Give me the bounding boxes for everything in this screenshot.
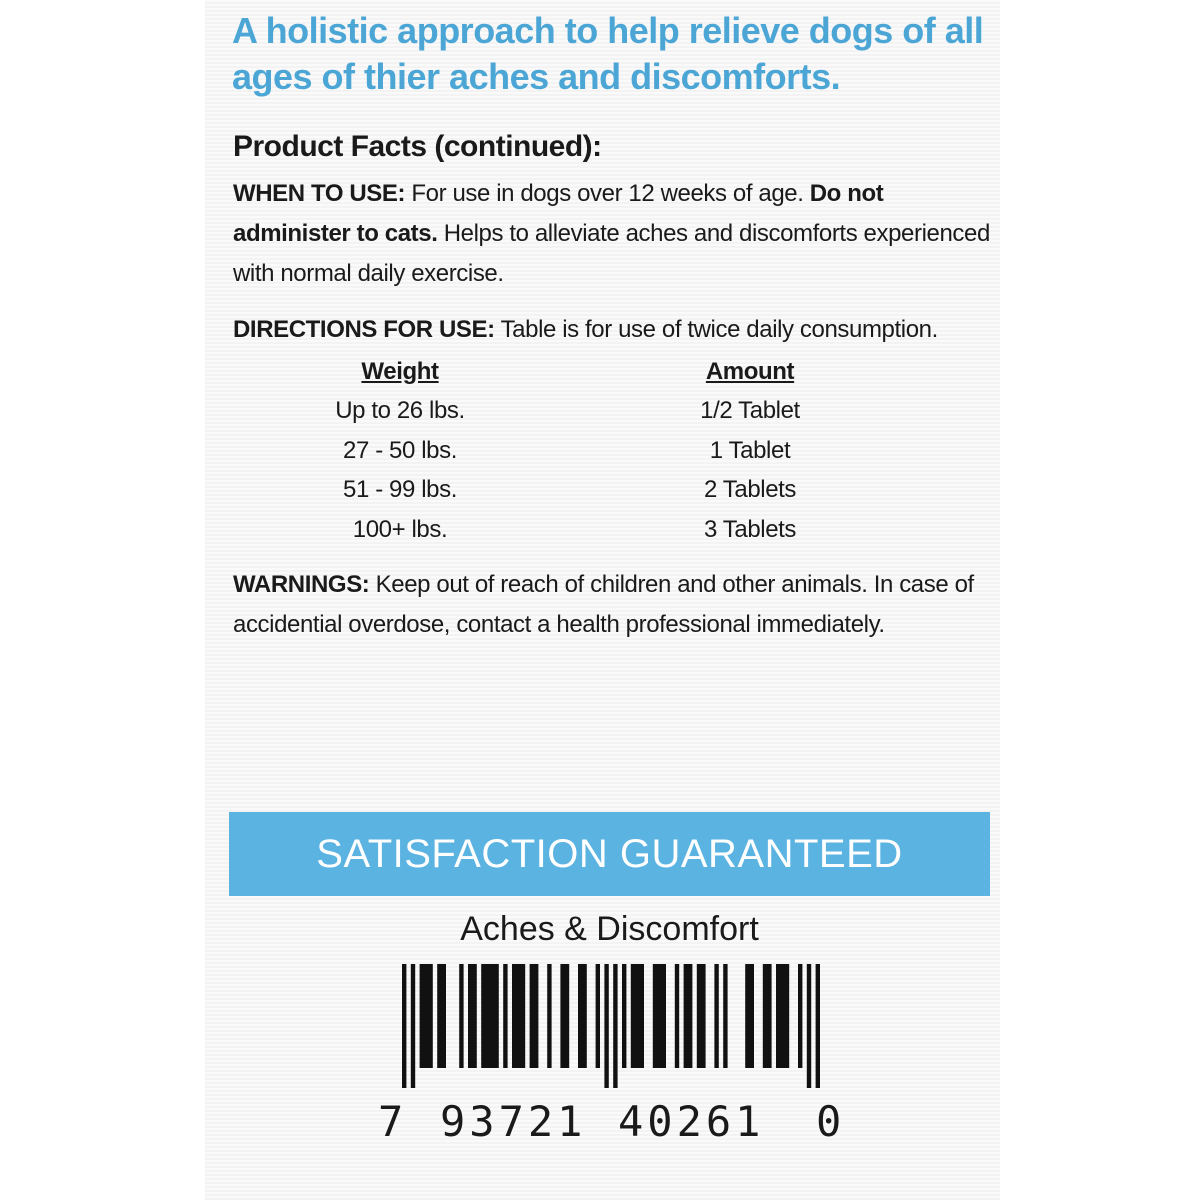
warnings-text: Keep out of reach of children and other animals. In case of accidential overdose, contact a health professional immediately. <box>233 571 974 638</box>
dosage-row <box>260 471 960 511</box>
weight-header: Weight <box>361 357 439 385</box>
dosage-row <box>260 510 960 550</box>
barcode-bar <box>596 964 600 1068</box>
warnings-section <box>233 565 993 645</box>
barcode-bar <box>459 964 463 1068</box>
barcode-bar <box>503 964 507 1068</box>
barcode-bar <box>745 964 754 1068</box>
barcode-bar <box>675 964 679 1068</box>
directions-text: Table is for use of twice daily consumption. <box>494 316 938 343</box>
barcode-bar <box>402 964 406 1088</box>
barcode-bar <box>776 964 789 1068</box>
barcode-bar <box>816 964 820 1088</box>
barcode-bar <box>807 964 811 1088</box>
barcode-bar <box>468 964 477 1068</box>
barcode-bar <box>684 964 693 1068</box>
barcode-bar <box>411 964 415 1088</box>
dosage-row <box>260 392 960 432</box>
directions-label: DIRECTIONS FOR USE: <box>233 316 495 343</box>
weight-cell: Up to 26 lbs. <box>335 397 465 425</box>
product-facts-title: Product Facts (continued): <box>233 130 602 163</box>
weight-cell: 27 - 50 lbs. <box>343 436 457 464</box>
amount-cell: 3 Tablets <box>703 515 797 543</box>
amount-header: Amount <box>705 357 795 385</box>
barcode-bar <box>604 964 608 1088</box>
weight-cell: 51 - 99 lbs. <box>343 476 457 504</box>
barcode-check-digit: 0 <box>816 1097 842 1146</box>
barcode-bar <box>714 964 718 1068</box>
weight-cell: 100+ lbs. <box>352 515 448 543</box>
barcode-bar <box>798 964 802 1068</box>
dosage-table <box>260 352 960 550</box>
barcode-bar <box>697 964 706 1068</box>
cats-warning: Do not administer to cats. <box>233 180 884 247</box>
when-to-use-text-2: Helps to alleviate aches and discomforts experienced with normal daily exercise. <box>233 220 990 287</box>
when-to-use-label: WHEN TO USE: <box>233 180 406 207</box>
barcode-right-digits: 40261 <box>618 1097 765 1146</box>
barcode-left-digits: 93721 <box>440 1097 587 1146</box>
barcode-bar <box>437 964 446 1068</box>
amount-cell: 1 Tablet <box>709 436 791 464</box>
directions-section <box>233 310 993 350</box>
warnings-label: WARNINGS: <box>233 571 370 598</box>
amount-cell: 1/2 Tablet <box>700 397 800 425</box>
dosage-header-row <box>260 352 960 392</box>
dosage-row <box>260 431 960 471</box>
barcode-bar <box>653 964 666 1068</box>
headline: A holistic approach to help relieve dogs of all ages of thier aches and discomforts. <box>232 10 984 97</box>
when-to-use-text: For use in dogs over 12 weeks of age. <box>405 180 810 207</box>
barcode-bar <box>723 964 727 1068</box>
barcode-lead-digit: 7 <box>378 1097 404 1146</box>
product-name: Aches & Discomfort <box>460 910 759 948</box>
amount-cell: 2 Tablets <box>703 476 797 504</box>
barcode-bar <box>420 964 433 1068</box>
when-to-use-section <box>233 174 993 294</box>
barcode-bar <box>613 964 617 1088</box>
barcode-bar <box>763 964 772 1068</box>
barcode-bar <box>560 964 569 1068</box>
barcode-bar <box>622 964 626 1068</box>
barcode-bar <box>631 964 644 1068</box>
barcode-bar <box>578 964 587 1068</box>
barcode-icon <box>370 960 830 1088</box>
barcode-bar <box>547 964 551 1068</box>
barcode-bar <box>481 964 499 1068</box>
satisfaction-banner: SATISFACTION GUARANTEED <box>229 812 990 896</box>
barcode-bar <box>530 964 539 1068</box>
barcode-bar <box>512 964 525 1068</box>
